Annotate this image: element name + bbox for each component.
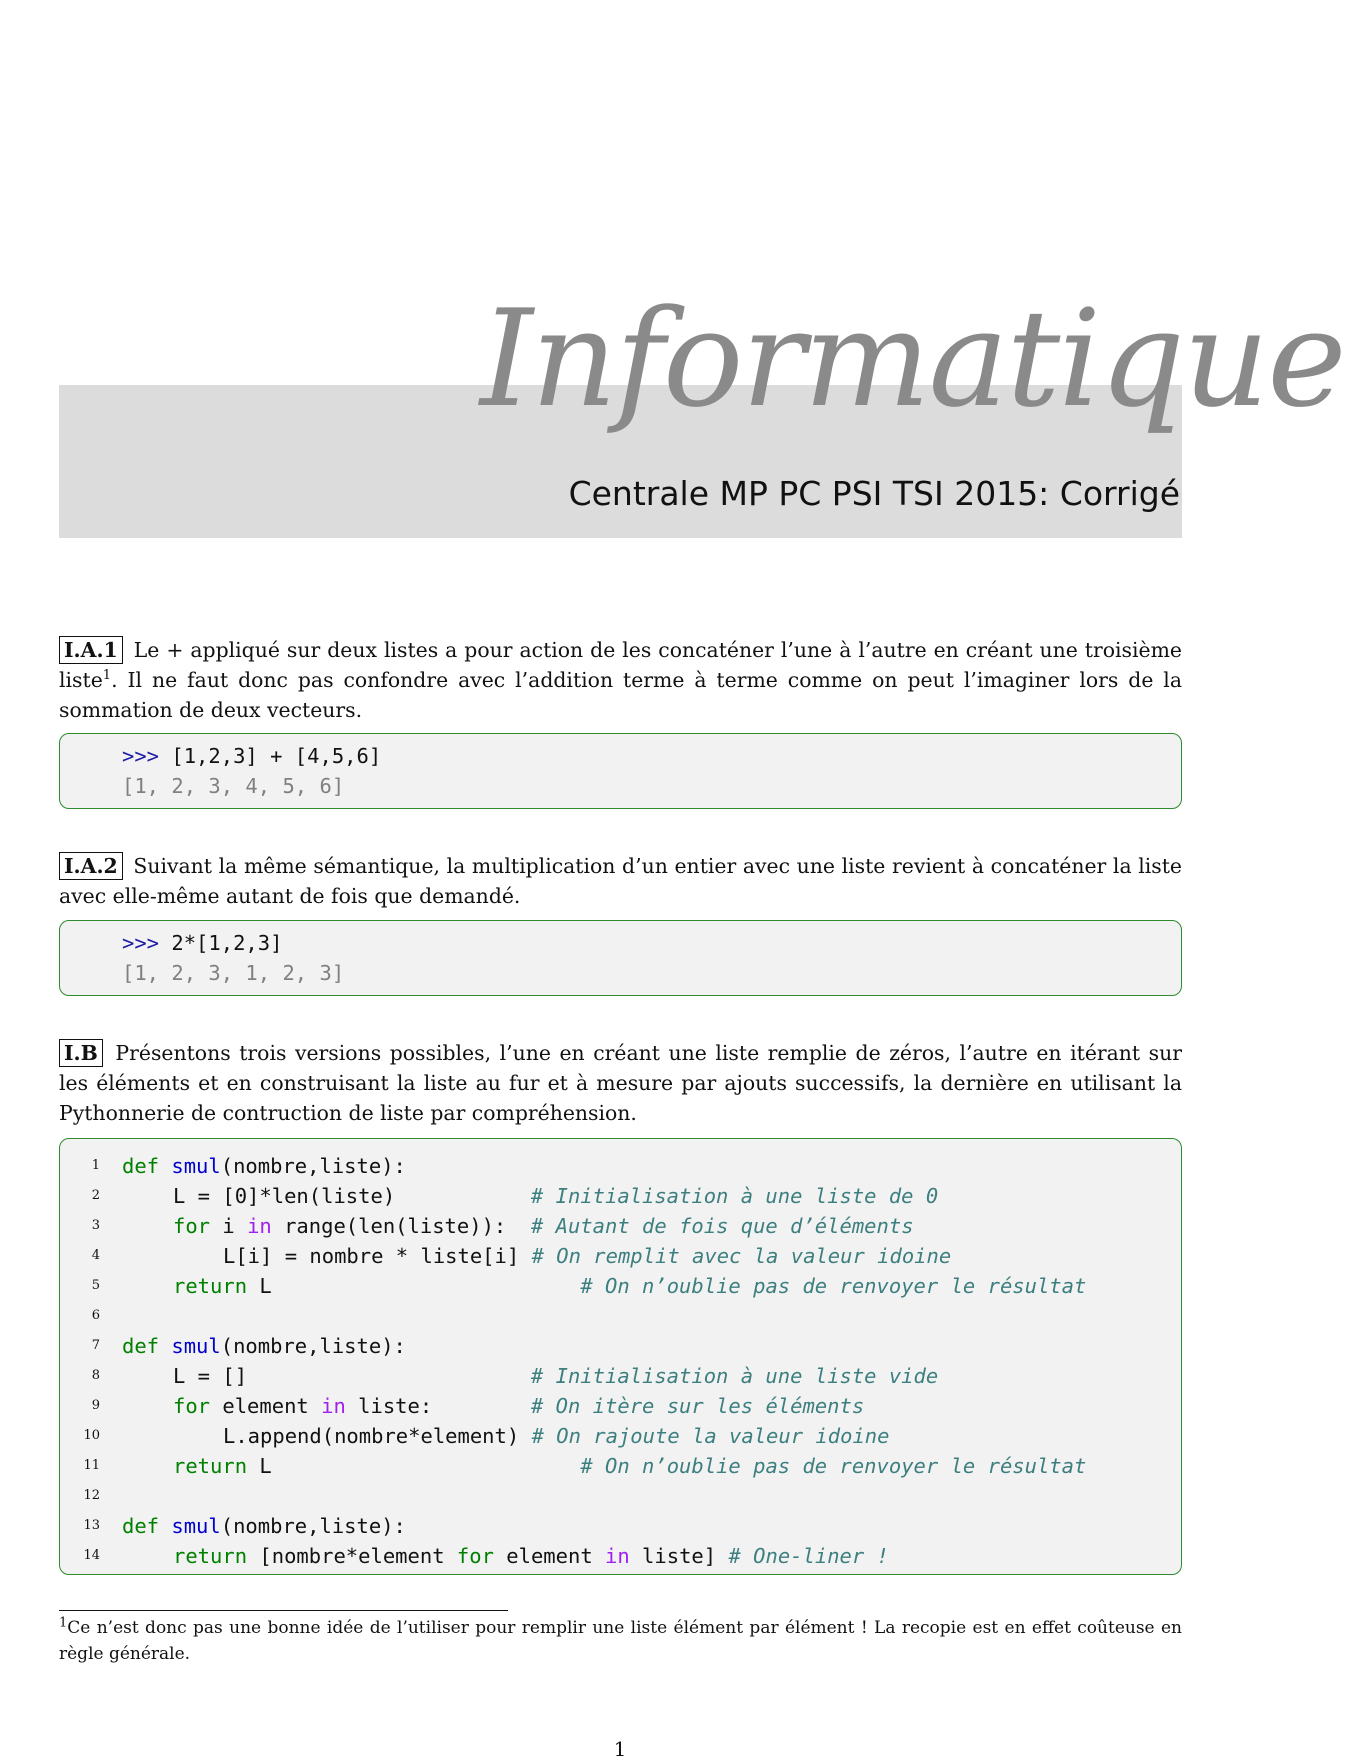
section-ia1-paragraph xyxy=(59,635,1182,725)
code-comment: # On itère sur les éléments xyxy=(530,1394,865,1418)
console-input-line xyxy=(122,741,381,771)
section-tag: I.B xyxy=(59,1039,103,1067)
code-text: range(len(liste)): xyxy=(271,1214,531,1238)
keyword: return xyxy=(173,1274,248,1298)
code-line xyxy=(122,1151,406,1181)
footnote-text: Ce n’est donc pas une bonne idée de l’utiliser pour remplir une liste élément par élément ! La recopie est en effet coûteuse en règle générale. xyxy=(59,1618,1182,1664)
code-text: (nombre,liste): xyxy=(220,1154,406,1178)
console-box xyxy=(59,733,1182,809)
code-text: L xyxy=(247,1274,581,1298)
code-text: liste: xyxy=(345,1394,531,1418)
line-number: 12 xyxy=(83,1488,100,1503)
console-prompt: >>> xyxy=(122,931,160,955)
console-prompt: >>> xyxy=(122,744,160,768)
line-number: 5 xyxy=(91,1278,100,1293)
section-tag: I.A.1 xyxy=(59,636,123,664)
console-input: 2*[1,2,3] xyxy=(159,931,283,955)
code-listing xyxy=(59,1138,1182,1575)
code-text: L xyxy=(247,1454,581,1478)
console-output: [1, 2, 3, 4, 5, 6] xyxy=(122,774,345,798)
line-number: 2 xyxy=(91,1188,100,1203)
line-number: 13 xyxy=(83,1518,100,1533)
code-line xyxy=(173,1361,938,1391)
section-text: Suivant la même sémantique, la multiplication d’un entier avec une liste revient à concaténer la liste avec elle-même autant de fois que demandé. xyxy=(59,854,1182,908)
line-number: 7 xyxy=(91,1338,100,1353)
code-line xyxy=(173,1451,1086,1481)
document-subtitle: Centrale MP PC PSI TSI 2015: Corrigé xyxy=(568,474,1180,513)
code-line xyxy=(173,1391,864,1421)
function-name: smul xyxy=(171,1514,221,1538)
keyword: def xyxy=(122,1154,160,1178)
footnote-marker: 1 xyxy=(102,668,112,684)
code-text: (nombre,liste): xyxy=(220,1514,406,1538)
keyword: for xyxy=(456,1544,494,1568)
code-line xyxy=(173,1541,889,1571)
footnote-rule xyxy=(59,1610,508,1611)
code-line xyxy=(173,1181,938,1211)
code-line xyxy=(173,1271,1086,1301)
line-number: 6 xyxy=(91,1308,100,1323)
code-comment: # On remplit avec la valeur idoine xyxy=(531,1244,952,1268)
function-name: smul xyxy=(171,1334,221,1358)
line-number: 14 xyxy=(83,1548,100,1563)
code-comment: # One-liner ! xyxy=(728,1544,889,1568)
console-input: [1,2,3] + [4,5,6] xyxy=(159,744,382,768)
line-number: 10 xyxy=(83,1428,100,1443)
code-line xyxy=(173,1211,914,1241)
keyword: for xyxy=(173,1394,211,1418)
keyword: in xyxy=(605,1544,630,1568)
section-text: . Il ne faut donc pas confondre avec l’addition terme à terme comme on peut l’imaginer lors de la sommation de deux vecteurs. xyxy=(59,668,1182,722)
document-title: Informatique xyxy=(480,281,1345,437)
code-text: L = [] xyxy=(173,1364,531,1388)
console-box xyxy=(59,920,1182,996)
code-text: L.append(nombre*element) xyxy=(223,1424,532,1448)
code-text: liste] xyxy=(629,1544,729,1568)
keyword: return xyxy=(173,1544,248,1568)
code-text: L = [0]*len(liste) xyxy=(173,1184,531,1208)
code-comment: # Initialisation à une liste de 0 xyxy=(530,1184,939,1208)
line-number: 4 xyxy=(91,1248,100,1263)
code-comment: # On rajoute la valeur idoine xyxy=(531,1424,890,1448)
line-number: 3 xyxy=(91,1218,100,1233)
section-tag: I.A.2 xyxy=(59,852,123,880)
keyword: in xyxy=(247,1214,272,1238)
line-number: 1 xyxy=(91,1158,100,1173)
code-line xyxy=(122,1331,406,1361)
code-text: element xyxy=(493,1544,606,1568)
code-line xyxy=(122,1511,406,1541)
console-output: [1, 2, 3, 1, 2, 3] xyxy=(122,961,345,985)
code-text: (nombre,liste): xyxy=(220,1334,406,1358)
section-text: Présentons trois versions possibles, l’une en créant une liste remplie de zéros, l’autre en itérant sur les éléments et en construisant la liste au fur et à mesure par ajouts successifs, la dernière en utilisant la Pythonnerie de contruction de liste par compréhension. xyxy=(59,1041,1182,1125)
page-number: 1 xyxy=(613,1737,627,1761)
code-comment: # On n’oublie pas de renvoyer le résultat xyxy=(580,1274,1087,1298)
code-text: [nombre*element xyxy=(247,1544,457,1568)
keyword: return xyxy=(173,1454,248,1478)
keyword: def xyxy=(122,1334,160,1358)
keyword: in xyxy=(321,1394,346,1418)
code-text: L[i] = nombre * liste[i] xyxy=(223,1244,532,1268)
code-line xyxy=(223,1241,951,1271)
code-comment: # On n’oublie pas de renvoyer le résultat xyxy=(580,1454,1087,1478)
code-line xyxy=(223,1421,889,1451)
line-number: 8 xyxy=(91,1368,100,1383)
section-ia2-paragraph xyxy=(59,851,1182,911)
console-input-line xyxy=(122,928,282,958)
footnote-marker: 1 xyxy=(59,1615,68,1631)
keyword: for xyxy=(173,1214,211,1238)
code-text: element xyxy=(210,1394,322,1418)
function-name: smul xyxy=(171,1154,221,1178)
section-text: Le + appliqué sur deux listes a pour action de les concaténer l’une à l’autre en créant une troisième liste xyxy=(59,638,1182,692)
code-comment: # Initialisation à une liste vide xyxy=(530,1364,939,1388)
code-text: i xyxy=(210,1214,248,1238)
footnote xyxy=(59,1615,1182,1667)
line-number: 11 xyxy=(83,1458,100,1473)
section-ib-paragraph xyxy=(59,1038,1182,1128)
line-number: 9 xyxy=(91,1398,100,1413)
keyword: def xyxy=(122,1514,160,1538)
code-comment: # Autant de fois que d’éléments xyxy=(530,1214,914,1238)
